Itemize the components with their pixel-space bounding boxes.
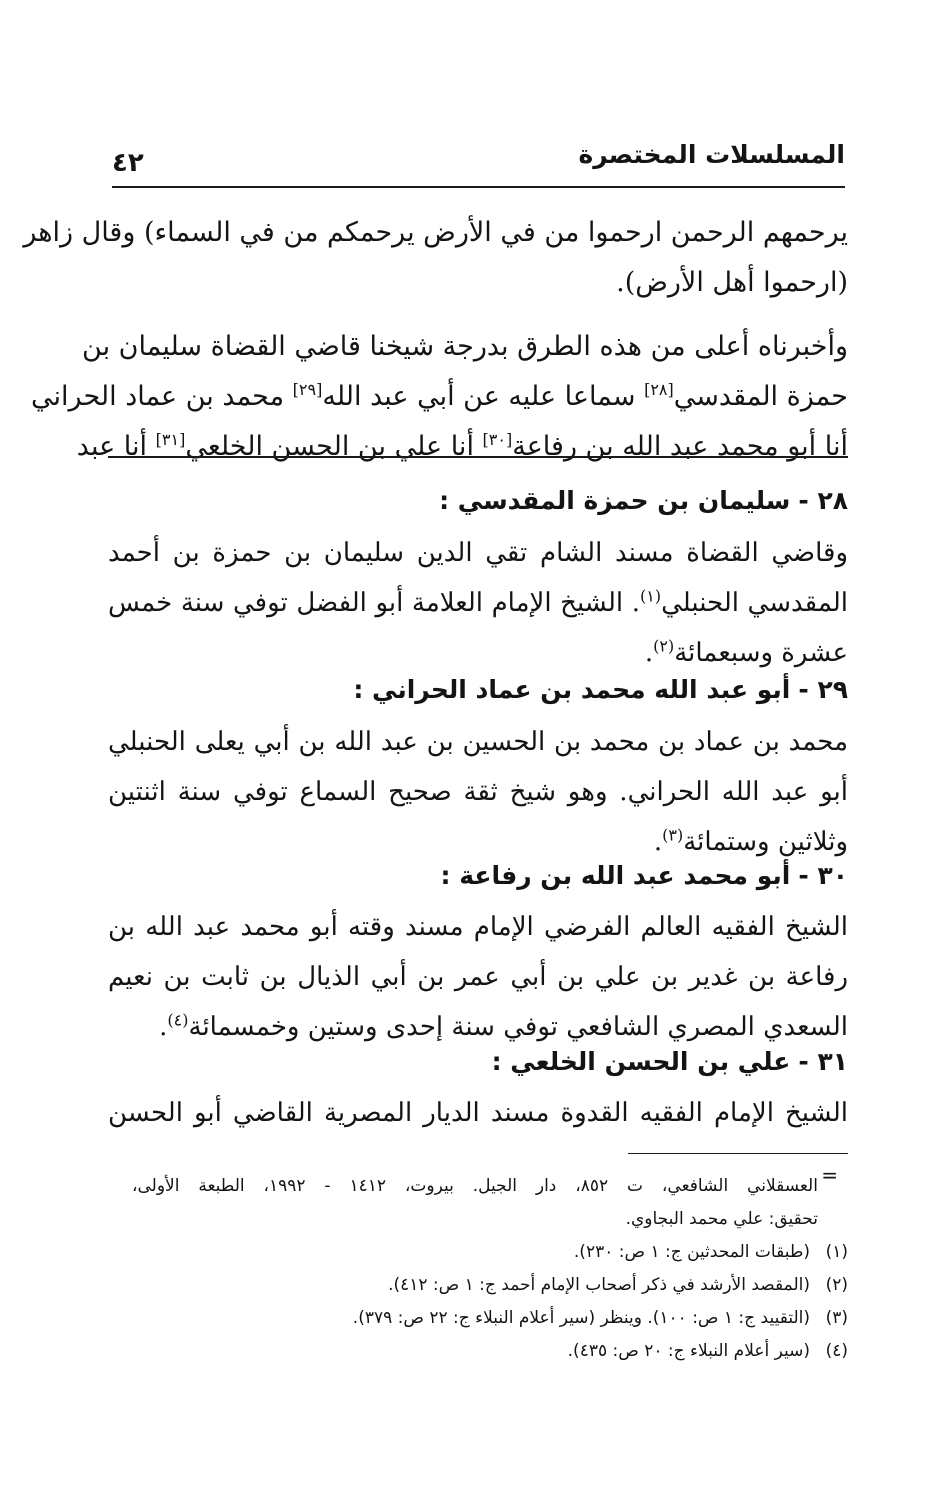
text-line: أبو عبد الله الحراني. وهو شيخ ثقة صحيح السماع توفي سنة اثنتين: [108, 777, 848, 807]
section-divider: [108, 456, 848, 458]
footnote-item: [210, 1269, 848, 1302]
footnote-ref: (٣): [662, 825, 684, 845]
text-segment: عشرة وسبعمائة: [674, 638, 848, 668]
text-line: [108, 578, 848, 628]
bio-name: سليمان بن حمزة المقدسي :: [439, 486, 791, 515]
footnote-number: (١): [825, 1242, 848, 1262]
footnote-number: (٢): [825, 1275, 848, 1295]
text-segment: أنا عبد: [76, 431, 156, 462]
page-number: ٤٢: [112, 148, 144, 178]
text-line: محمد بن عماد بن محمد بن الحسين بن عبد الله بن أبي يعلى الحنبلي: [108, 727, 848, 757]
bio-heading-30: [441, 856, 849, 896]
paragraph-1: [23, 208, 848, 308]
text-line: [76, 422, 848, 472]
bio-body-30: [108, 902, 848, 1052]
bio-body-28: [108, 528, 848, 678]
footnote-text: (طبقات المحدثين ج: ١ ص: ٢٣٠).: [573, 1242, 810, 1262]
text-line: (ارحموا أهل الأرض).: [616, 267, 848, 298]
running-title: المسلسلات المختصرة: [578, 140, 845, 169]
text-segment: المقدسي الحنبلي: [661, 588, 848, 618]
footnote-item: [210, 1335, 848, 1368]
text-line: الشيخ الفقيه العالم الفرضي الإمام مسند وقته أبو محمد عبد الله بن: [108, 912, 848, 942]
bio-heading-31: [492, 1042, 848, 1082]
text-line: يرحمهم الرحمن ارحموا من في الأرض يرحمكم من في السماء) وقال زاهر: [23, 217, 848, 248]
text-line: وقاضي القضاة مسند الشام تقي الدين سليمان بن حمزة بن أحمد: [108, 538, 848, 568]
footnote-list: [210, 1236, 848, 1368]
footnote-line: تحقيق: علي محمد البجاوي.: [625, 1209, 818, 1229]
text-segment: محمد بن عماد الحراني: [31, 381, 293, 412]
footnote-line: العسقلاني الشافعي، ت ٨٥٢، دار الجيل. بيروت، ١٤١٢ - ١٩٩٢، الطبعة الأولى،: [132, 1176, 818, 1196]
bio-number: ٢٩ -: [798, 675, 848, 704]
bio-number: ٢٨ -: [798, 486, 848, 515]
footnote-continuation: [132, 1170, 818, 1236]
text-segment: . الشيخ الإمام العلامة أبو الفضل توفي سنة خمس: [108, 588, 640, 618]
bio-name: أبو محمد عبد الله بن رفاعة :: [440, 861, 791, 890]
footnote-ref: (٢): [653, 636, 675, 656]
text-line: الشيخ الإمام الفقيه القدوة مسند الديار المصرية القاضي أبو الحسن: [108, 1098, 848, 1128]
footnote-divider: [628, 1153, 848, 1154]
bio-heading-29: [353, 670, 848, 710]
footnote-text: (التقييد ج: ١ ص: ١٠٠). وينظر (سير أعلام النبلاء ج: ٢٢ ص: ٣٧٩).: [352, 1308, 810, 1328]
bio-body-31: [108, 1088, 848, 1138]
footnote-number: (٤): [825, 1341, 848, 1361]
footnote-number: (٣): [825, 1308, 848, 1328]
footnote-text: (سير أعلام النبلاء ج: ٢٠ ص: ٤٣٥).: [567, 1341, 810, 1361]
narrator-ref: [٢٩]: [292, 380, 323, 399]
bio-number: ٣٠ -: [798, 861, 848, 890]
text-segment: .: [653, 827, 663, 857]
text-segment: .: [159, 1012, 168, 1042]
footnote-item: [210, 1236, 848, 1269]
text-segment: وثلاثين وستمائة: [683, 827, 848, 857]
text-line: [31, 372, 848, 422]
text-segment: .: [644, 638, 654, 668]
text-line: وأخبرناه أعلى من هذه الطرق بدرجة شيخنا قاضي القضاة سليمان بن: [82, 331, 848, 362]
narrator-ref: [٣٠]: [482, 430, 513, 449]
continuation-mark: =: [821, 1163, 838, 1187]
text-segment: حمزة المقدسي: [673, 381, 848, 412]
footnote-item: [210, 1302, 848, 1335]
text-segment: سماعا عليه عن أبي عبد الله: [322, 381, 645, 412]
bio-number: ٣١ -: [798, 1047, 848, 1076]
bio-body-29: [108, 717, 848, 867]
bio-heading-28: [439, 481, 848, 521]
bio-name: أبو عبد الله محمد بن عماد الحراني :: [353, 675, 791, 704]
narrator-ref: [٣١]: [155, 430, 186, 449]
text-segment: أنا علي بن الحسن الخلعي: [185, 431, 483, 462]
narrator-ref: [٢٨]: [644, 380, 674, 399]
bio-name: علي بن الحسن الخلعي :: [491, 1047, 791, 1076]
footnote-ref: (٤): [167, 1010, 189, 1030]
text-line: رفاعة بن غدير بن علي بن أبي عمر بن أبي الذيال بن ثابت بن نعيم: [108, 962, 848, 992]
paragraph-2: [31, 322, 848, 472]
footnote-ref: (١): [639, 586, 662, 606]
page-header: [112, 140, 845, 188]
text-segment: السعدي المصري الشافعي توفي سنة إحدى وستين وخمسمائة: [188, 1012, 848, 1042]
text-segment: أنا أبو محمد عبد الله بن رفاعة: [512, 431, 848, 462]
footnote-text: (المقصد الأرشد في ذكر أصحاب الإمام أحمد ج: ١ ص: ٤١٢).: [388, 1275, 810, 1295]
